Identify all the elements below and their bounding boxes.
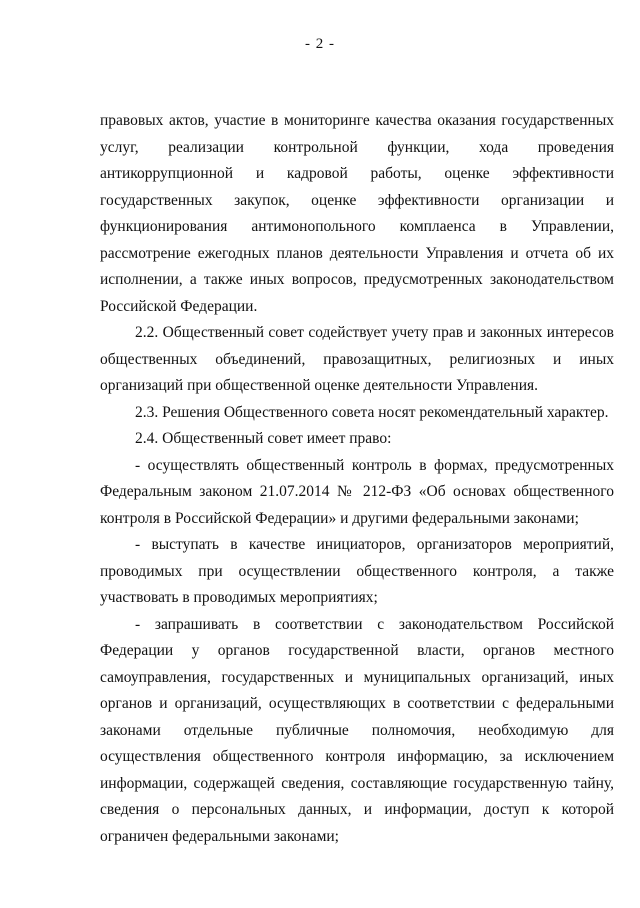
paragraph-1-continuation: правовых актов, участие в мониторинге качества оказания государственных услуг, реализации контрольной функции, хода проведения антикоррупционной и кадровой работы, оценке эффективности государственных закупок, оценке эффективности организации и функционирования антимонопольного комплаенса в Управлении, рассмотрение ежегодных планов деятельности Управления и отчета об их исполнении, а также иных вопросов, предусмотренных законодательством Российской Федерации. [100,112,614,315]
list-item-request-information: - запрашивать в соответствии с законодательством Российской Федерации у органов государственной власти, органов местного самоуправления, государственных и муниципальных организаций, иных органов и организаций, осуществляющих в соответствии с федеральными законами отдельные публичные полномочия, необходимую для осуществления общественного контроля информацию, за исключением информации, содержащей сведения, составляющие государственную тайну, сведения о персональных данных, и информации, доступ к которой ограничен федеральными законами; [100,615,614,845]
paragraph-2-3: 2.3. Решения Общественного совета носят рекомендательный характер. [135,403,609,421]
paragraph-2-2: 2.2. Общественный совет содействует учету прав и законных интересов общественных объединений, правозащитных, религиозных и иных организаций при общественной оценке деятельности Управления. [100,324,614,394]
page-number: - 2 - [305,36,335,52]
list-item-public-control: - осуществлять общественный контроль в формах, предусмотренных Федеральным законом 21.07.2014 № 212-ФЗ «Об основах общественного контроля в Российской Федерации» и другими федеральными законами; [100,456,614,527]
document-body [100,108,614,850]
list-item-initiators: - выступать в качестве инициаторов, организаторов мероприятий, проводимых при осуществлении общественного контроля, а также участвовать в проводимых мероприятиях; [100,536,614,606]
paragraph-2-4: 2.4. Общественный совет имеет право: [135,430,392,447]
